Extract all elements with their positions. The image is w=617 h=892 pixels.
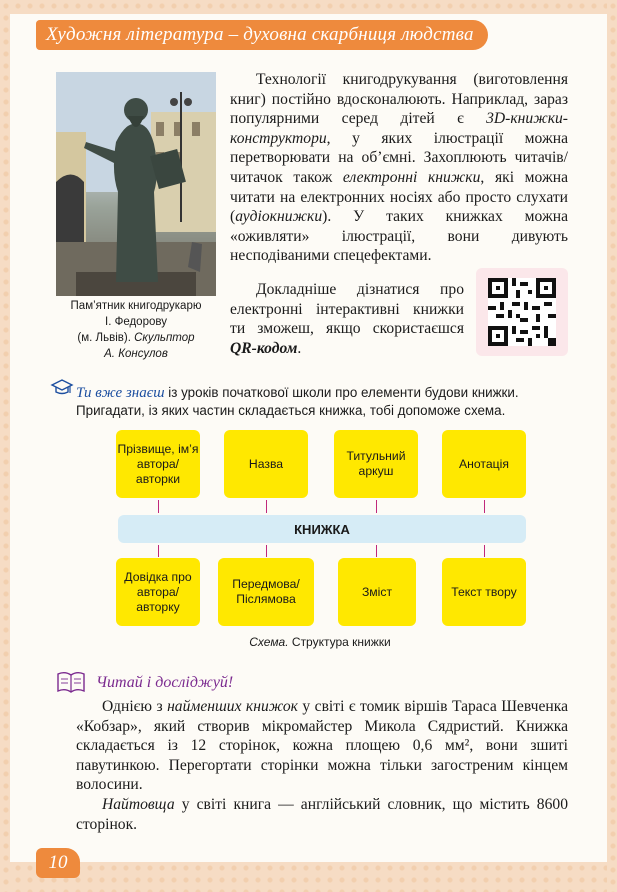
connector-line [376, 545, 377, 557]
decorative-border-left [0, 0, 10, 892]
connector-line [484, 545, 485, 557]
para-text: Однією з [102, 698, 168, 715]
node-label: Титульний аркуш [346, 449, 406, 478]
node-title [224, 430, 308, 498]
section-paragraph-2 [76, 795, 568, 834]
node-label: Прізвище, ім’я автора/ авторки [117, 441, 199, 486]
intro-em-ebooks: електронні книжки [342, 168, 481, 186]
section-paragraph-1 [76, 697, 568, 795]
diagram-caption-label: Схема. [249, 635, 289, 649]
hint-text [76, 384, 576, 420]
diagram-caption-text: Структура книжки [288, 635, 391, 649]
intro-text-4: ). У таких книжках можна «оживляти» ілюстрації, вони дивують несподіваними спецефектами. [230, 208, 568, 265]
connector-line [376, 500, 377, 513]
chapter-header [36, 20, 488, 50]
intro-text-1: Технології книгодрукування (виготовлення книг) постійно вдосконалюють. Наприклад, зараз популярними серед дітей є [230, 71, 568, 128]
node-preface-afterword [218, 558, 314, 626]
caption-sculptor-label: Скульптор [134, 332, 195, 344]
page-number: 10 [36, 848, 80, 878]
qr-text: Докладніше дізнатися про електронні інтерактивні книжки ти зможеш, якщо скористаєшся [230, 281, 464, 338]
node-annotation [442, 430, 526, 498]
qr-paragraph [230, 280, 464, 358]
node-author-name [116, 430, 200, 498]
hint-lead: Ти вже знаєш [76, 385, 165, 401]
chapter-title: Художня література – духовна скарбниця людства [46, 24, 474, 45]
qr-code-icon[interactable] [488, 278, 556, 346]
para-em-thickest: Найтовща [102, 796, 175, 813]
decorative-border-right [607, 0, 617, 892]
diagram-caption [200, 635, 440, 649]
qr-text-end: . [297, 339, 302, 357]
intro-paragraph [230, 70, 568, 266]
caption-line-1: Пам’ятник книгодрукарю [70, 300, 202, 312]
para-text: у світі є томик віршів Тараса Шевченка «Кобзар», який створив мікромайстер Микола Сядристий. Книжка складається із 12 сторінок, кожна площею 0,6 мм², вони зшиті павутинкою. Перегортати сторінки можна тільки загостреним кінцем волосини. [76, 698, 568, 794]
node-label: Довідка про автора/ авторку [124, 569, 192, 614]
caption-line-3 [54, 330, 218, 346]
node-author-info [116, 558, 200, 626]
section-title: Читай і досліджуй! [96, 674, 234, 691]
para-em-smallest: найменших книжок [167, 698, 298, 715]
monument-photo [56, 72, 216, 296]
decorative-border-top [0, 0, 617, 14]
node-label: Назва [248, 456, 284, 471]
photo-caption [54, 298, 218, 362]
caption-sculptor-name: А. Консулов [104, 348, 168, 360]
connector-line [266, 500, 267, 513]
diagram-hub-book: КНИЖКА [118, 515, 526, 543]
node-title-page [334, 430, 418, 498]
node-contents [338, 558, 416, 626]
graduation-cap-icon [50, 378, 74, 398]
open-book-icon [56, 670, 86, 694]
qr-code-term: QR-кодом [230, 339, 298, 357]
qr-code-panel[interactable] [476, 268, 568, 356]
connector-line [484, 500, 485, 513]
caption-line-4 [54, 346, 218, 362]
para-text: у світі книга — англійський словник, що містить 8600 сторінок. [76, 796, 568, 833]
intro-text-2: , у яких ілюстрації можна перетворювати на об’ємні. Захоплюють читачів/читачок також [230, 129, 568, 186]
caption-line-2: І. Федорову [105, 316, 167, 328]
node-text [442, 558, 526, 626]
node-label: Передмова/ Післямова [232, 577, 300, 606]
node-label: Текст твору [451, 584, 517, 599]
hint-body: із уроків початкової школи про елементи будови книжки. Пригадати, із яких частин складається книжка, тобі допоможе схема. [76, 385, 519, 418]
intro-text-3: , які можна читати на електронних носіях або просто слухати ( [230, 168, 568, 226]
node-label: Зміст [361, 584, 393, 599]
intro-em-3d: 3D-книжки-конструктори [230, 110, 568, 147]
caption-city: (м. Львів). [77, 332, 131, 344]
intro-em-audiobooks: аудіокнижки [235, 208, 323, 226]
decorative-border-bottom [0, 862, 617, 892]
connector-line [158, 500, 159, 513]
connector-line [158, 545, 159, 557]
connector-line [266, 545, 267, 557]
node-label: Анотація [459, 456, 509, 471]
